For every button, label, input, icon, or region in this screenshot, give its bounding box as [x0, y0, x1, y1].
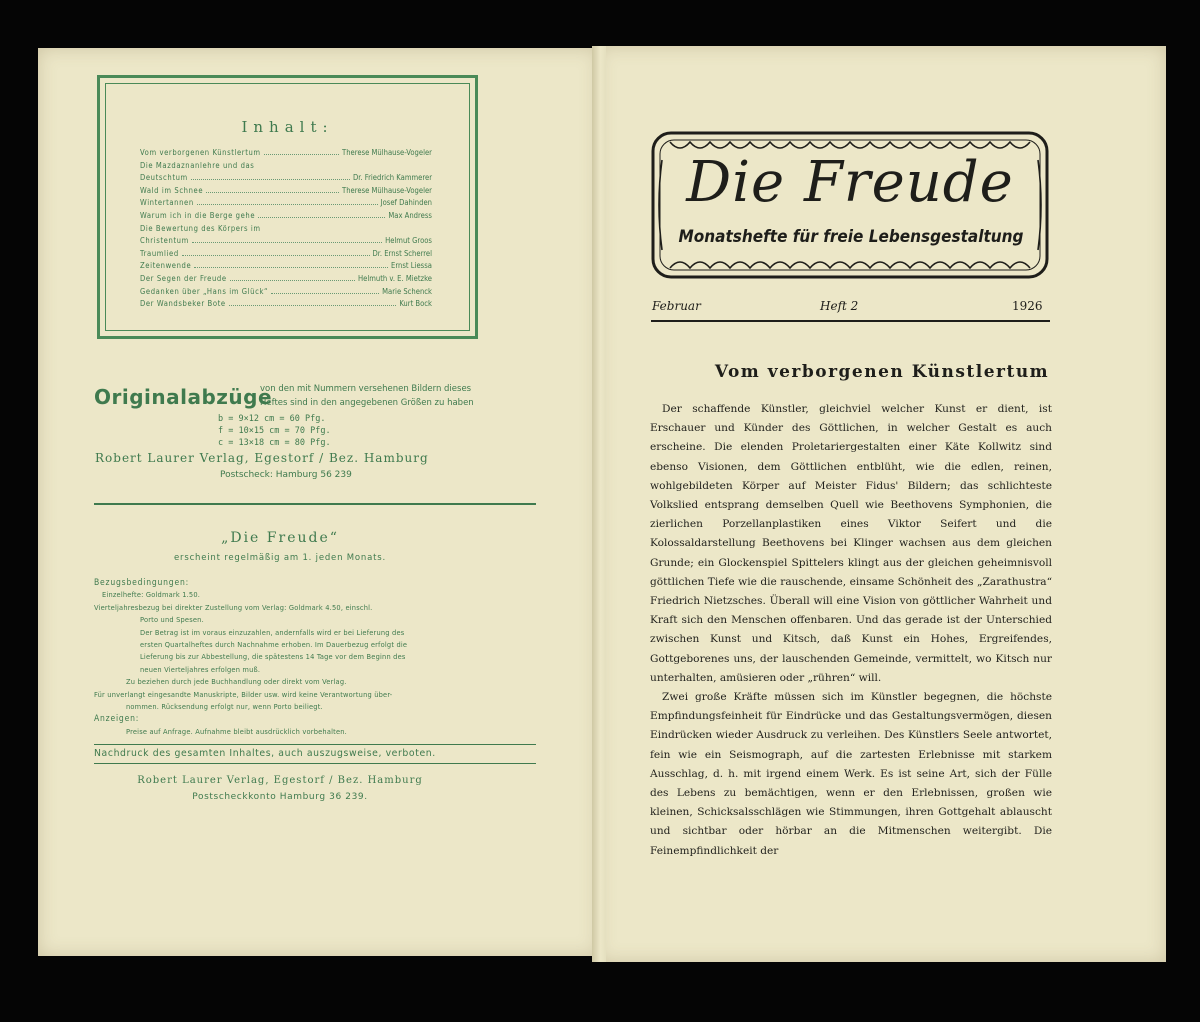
size-price-line: c = 13×18 cm = 80 Pfg.: [218, 438, 331, 448]
imprint-divider-top: [94, 744, 536, 745]
issue-rule: [651, 320, 1050, 322]
issue-month: Februar: [652, 299, 701, 313]
toc-entry-title: Zeitenwende: [140, 261, 192, 271]
postcheck-line: Postscheck: Hamburg 56 239: [220, 470, 352, 480]
toc-entry-title: Vom verborgenen Künstlertum: [140, 148, 261, 157]
book-spine: [592, 46, 606, 962]
toc-entry-title: Traumlied: [140, 248, 179, 258]
toc-entry: [140, 148, 432, 157]
magazine-subtitle: Monatshefte für freie Lebensgestaltung: [678, 227, 1024, 247]
toc-entry-author: Therese Mülhause-Vogeler: [342, 148, 432, 157]
toc-entry-title: Warum ich in die Berge gehe: [140, 211, 256, 220]
toc-entry: [140, 287, 432, 296]
toc-entry: [140, 299, 432, 308]
toc-entry-author: Helmut Groos: [385, 236, 432, 246]
toc-entry: [140, 211, 432, 220]
toc-leader-dots: [192, 236, 382, 243]
conditions-line: Für unverlangt eingesandte Manuskripte, Bilder usw. wird keine Verantwortung über-: [94, 689, 393, 699]
toc-leader-dots: [258, 211, 385, 218]
toc-leader-dots: [229, 299, 397, 306]
toc-entry: [140, 186, 432, 195]
toc-entry: [140, 274, 432, 283]
originals-text-line: von den mit Nummern versehenen Bildern dieses: [260, 384, 472, 394]
toc-leader-dots: [271, 287, 379, 294]
toc-entry: [140, 173, 432, 182]
toc-leader-dots: [264, 224, 429, 231]
toc-leader-dots: [257, 161, 429, 168]
toc-entry: [140, 224, 432, 233]
conditions-heading: Bezugsbedingungen:: [94, 578, 189, 588]
table-of-contents-frame: [97, 75, 478, 339]
toc-leader-dots: [230, 274, 355, 281]
conditions-heading: Anzeigen:: [94, 714, 140, 725]
magazine-title: Die Freude: [686, 150, 1014, 215]
reprint-notice: Nachdruck des gesamten Inhaltes, auch auszugsweise, verboten.: [94, 748, 436, 759]
imprint-postcheck: Postscheckkonto Hamburg 36 239.: [192, 792, 368, 802]
conditions-line: Preise auf Anfrage. Aufnahme bleibt ausdrücklich vorbehalten.: [126, 726, 347, 736]
toc-entry: [140, 236, 432, 245]
issue-number: Heft 2: [820, 299, 859, 313]
toc-entry-title: Die Bewertung des Körpers im: [140, 223, 261, 233]
size-price-line: f = 10×15 cm = 70 Pfg.: [218, 426, 331, 436]
article-paragraph: Der schaffende Künstler, gleichviel welcher Kunst er dient, ist Erschauer und Künder des Göttlichen, in welcher Gestalt es auch erscheine. Die elenden Proletariergestalten einer Käte Kollwitz sind ebenso Visionen, dem Göttlichen entblüht, wie die edlen, reinen, wohlgebildeten Körper auf Meister Fidus' Bildern; das schlichteste Volkslied entsprang demselben Quell wie Beethovens Symphonien, die zierlichen Porzellanplastiken eines Viktor Seifert und die Kolossaldarstellung Beethovens bei Klinger wachsen aus dem gleichen Grunde; ein Glockenspiel Spittelers klingt aus der gleichen geheimnisvoll göttlichen Tiefe wie die rauschende, einsame Schönheit des „Zarathustra“ Friedrich Nietzsches. Überall will eine Vision von göttlicher Wahrheit und Kraft sich den Menschen offenbaren. Und das gerade ist der Unterschied zwischen Kunst und Kitsch, daß Kunst ein Hohes, Ergreifendes, Gottgeborenes uns, der lauschenden Gemeinde, vermittelt, wo Kitsch nur unterhalten, amüsieren oder „rühren“ will.: [650, 403, 1052, 684]
imprint-divider-bottom: [94, 763, 536, 764]
originals-text-line: Heftes sind in den angegebenen Größen zu haben: [260, 398, 474, 408]
toc-entry-author: Max Andress: [388, 211, 432, 220]
conditions-line: Lieferung bis zur Abbestellung, die spätestens 14 Tage vor dem Beginn des: [140, 652, 406, 662]
conditions-line: Einzelhefte: Goldmark 1.50.: [102, 590, 201, 600]
toc-entry-title: Der Wandsbeker Bote: [140, 299, 226, 309]
toc-entry-title: Wintertannen: [140, 198, 194, 208]
masthead: [650, 130, 1050, 280]
toc-leader-dots: [182, 249, 370, 256]
toc-entry-title: Wald im Schnee: [140, 185, 204, 195]
conditions-line: nommen. Rücksendung erfolgt nur, wenn Porto beiliegt.: [126, 702, 323, 711]
toc-entry-author: Dr. Friedrich Kammerer: [353, 173, 432, 183]
toc-title: Inhalt:: [241, 118, 334, 136]
toc-entry-author: Marie Schenck: [382, 286, 432, 296]
conditions-line: Der Betrag ist im voraus einzuzahlen, andernfalls wird er bei Lieferung des: [140, 627, 405, 637]
toc-entry: [140, 261, 432, 270]
imprint-publisher: Robert Laurer Verlag, Egestorf / Bez. Hamburg: [137, 775, 423, 786]
toc-entry-author: Dr. Ernst Scherrel: [372, 248, 432, 258]
originals-heading: Originalabzüge: [94, 385, 273, 409]
toc-leader-dots: [197, 198, 378, 205]
conditions-line: Vierteljahresbezug bei direkter Zustellung vom Verlag: Goldmark 4.50, einschl.: [94, 602, 373, 612]
toc-entry-title: Deutschtum: [140, 173, 188, 183]
article-title: Vom verborgenen Künstlertum: [714, 362, 1050, 382]
toc-entry-author: Kurt Bock: [399, 299, 432, 309]
toc-leader-dots: [191, 173, 350, 180]
section-divider: [94, 503, 536, 505]
toc-entry-title: Der Segen der Freude: [140, 274, 227, 283]
issue-year: 1926: [1012, 299, 1043, 313]
publication-frequency: erscheint regelmäßig am 1. jeden Monats.: [174, 553, 386, 563]
toc-entry-author: Therese Mülhause-Vogeler: [342, 185, 432, 195]
magazine-name: „Die Freude“: [221, 530, 339, 546]
toc-leader-dots: [194, 261, 388, 268]
toc-entry-author: Ernst Liessa: [391, 261, 432, 271]
conditions-line: Porto und Spesen.: [140, 615, 204, 625]
conditions-line: ersten Quartalheftes durch Nachnahme erhoben. Im Dauerbezug erfolgt die: [140, 640, 408, 649]
toc-entry: [140, 161, 432, 170]
conditions-line: Zu beziehen durch jede Buchhandlung oder direkt vom Verlag.: [126, 677, 347, 687]
conditions-line: neuen Vierteljahres erfolgen muß.: [140, 664, 261, 674]
toc-entry: [140, 249, 432, 258]
toc-entry-title: Gedanken über „Hans im Glück“: [140, 286, 269, 296]
toc-entry-title: Christentum: [140, 236, 189, 246]
toc-leader-dots: [206, 186, 339, 193]
size-price-line: b = 9×12 cm = 60 Pfg.: [218, 414, 326, 424]
publisher-line: Robert Laurer Verlag, Egestorf / Bez. Hamburg: [95, 451, 429, 465]
article-body: [650, 400, 1052, 861]
toc-entry-author: Josef Dahinden: [380, 198, 432, 208]
toc-entry: [140, 198, 432, 207]
article-paragraph: Zwei große Kräfte müssen sich im Künstler begegnen, die höchste Empfindungsfeinheit für Eindrücke und das Gestaltungsvermögen, diesen Eindrücken wieder Ausdruck zu verleihen. Des Künstlers Seele antwortet, fein wie ein Seismograph, auf die zartesten Erlebnisse mit starkem Ausschlag, d. h. mit irgend einem Werk. Es ist seine Art, sich der Fülle des Lebens zu bemächtigen, wenn er den Erlebnissen, großen wie kleinen, Schicksalsschlägen wie Stimmungen, ihren Gottgehalt ablauscht und sichtbar oder hörbar an die Mitmenschen weitergibt. Die Feinempfindlichkeit der: [650, 691, 1052, 857]
toc-entry-author: Helmuth v. E. Mietzke: [357, 274, 432, 283]
toc-entry-title: Die Mazdaznanlehre und das: [140, 160, 255, 170]
toc-leader-dots: [264, 148, 339, 155]
